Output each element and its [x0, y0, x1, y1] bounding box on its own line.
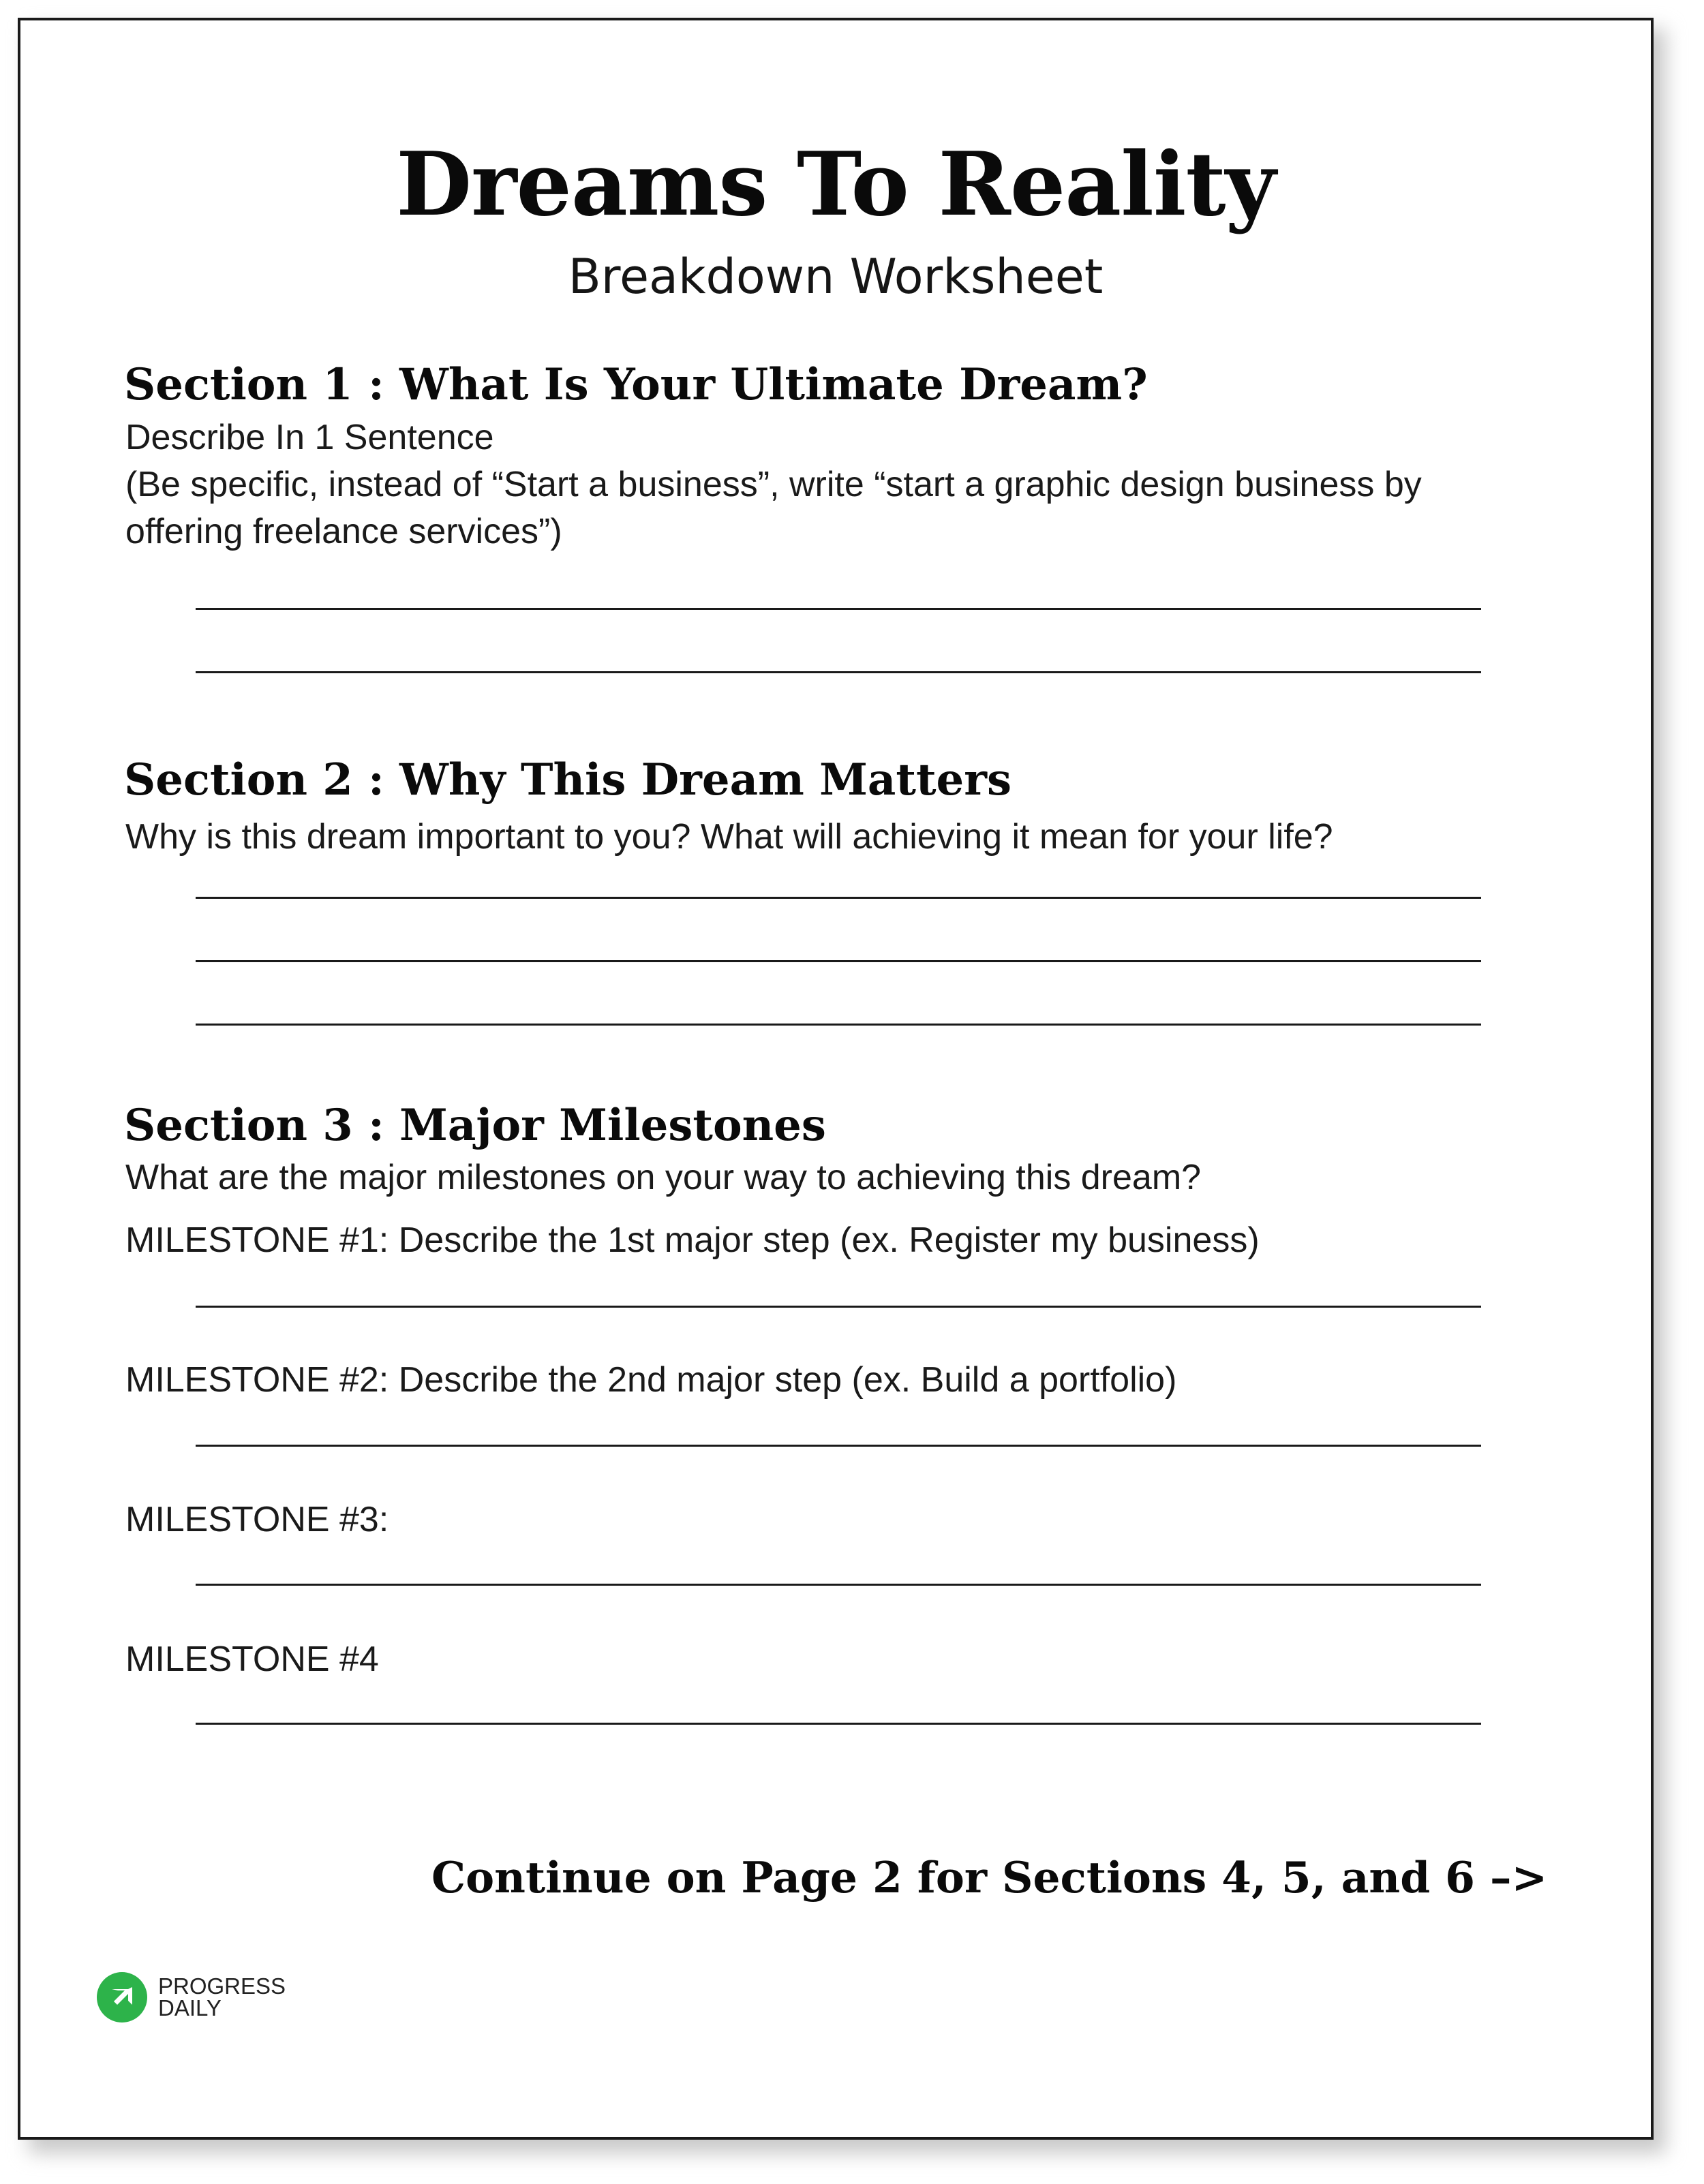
progress-daily-logo [97, 1968, 315, 2029]
section-3-prompt: What are the major milestones on your way to achieving this dream? [125, 1158, 1202, 1197]
logo-text-line-2: DAILY [158, 1995, 222, 2020]
section-2-prompt: Why is this dream important to you? What will achieving it mean for your life? [125, 817, 1333, 857]
milestone-1-label: MILESTONE #1: Describe the 1st major step (ex. Register my business) [125, 1220, 1260, 1260]
section-1-heading: Section 1 : What Is Your Ultimate Dream? [124, 359, 1148, 410]
section-2-answer-line-3[interactable] [196, 1024, 1481, 1026]
milestone-2-answer-line[interactable] [196, 1445, 1481, 1447]
section-2-answer-line-2[interactable] [196, 960, 1481, 962]
arrow-up-right-icon [97, 1972, 147, 2022]
section-1-note-line-2: offering freelance services”) [125, 512, 562, 551]
milestone-4-answer-line[interactable] [196, 1723, 1481, 1725]
section-2-heading: Section 2 : Why This Dream Matters [124, 754, 1011, 805]
section-1-answer-line-2[interactable] [196, 671, 1481, 673]
logo-text-line-1: PROGRESS [158, 1973, 286, 1999]
milestone-4-label: MILESTONE #4 [125, 1640, 379, 1679]
milestone-1-answer-line[interactable] [196, 1306, 1481, 1308]
section-2-answer-line-1[interactable] [196, 897, 1481, 899]
continue-note: Continue on Page 2 for Sections 4, 5, and 6 –> [431, 1852, 1548, 1903]
milestone-3-label: MILESTONE #3: [125, 1500, 389, 1539]
page-subtitle: Breakdown Worksheet [568, 249, 1104, 305]
section-1-note-line-1: (Be specific, instead of “Start a business”, write “start a graphic design business by [125, 465, 1422, 504]
milestone-2-label: MILESTONE #2: Describe the 2nd major step (ex. Build a portfolio) [125, 1360, 1177, 1400]
page-title: Dreams To Reality [396, 134, 1275, 236]
section-1-answer-line-1[interactable] [196, 608, 1481, 610]
section-3-heading: Section 3 : Major Milestones [124, 1100, 826, 1151]
section-1-prompt: Describe In 1 Sentence [125, 418, 494, 457]
worksheet-page [18, 18, 1654, 2140]
milestone-3-answer-line[interactable] [196, 1584, 1481, 1586]
